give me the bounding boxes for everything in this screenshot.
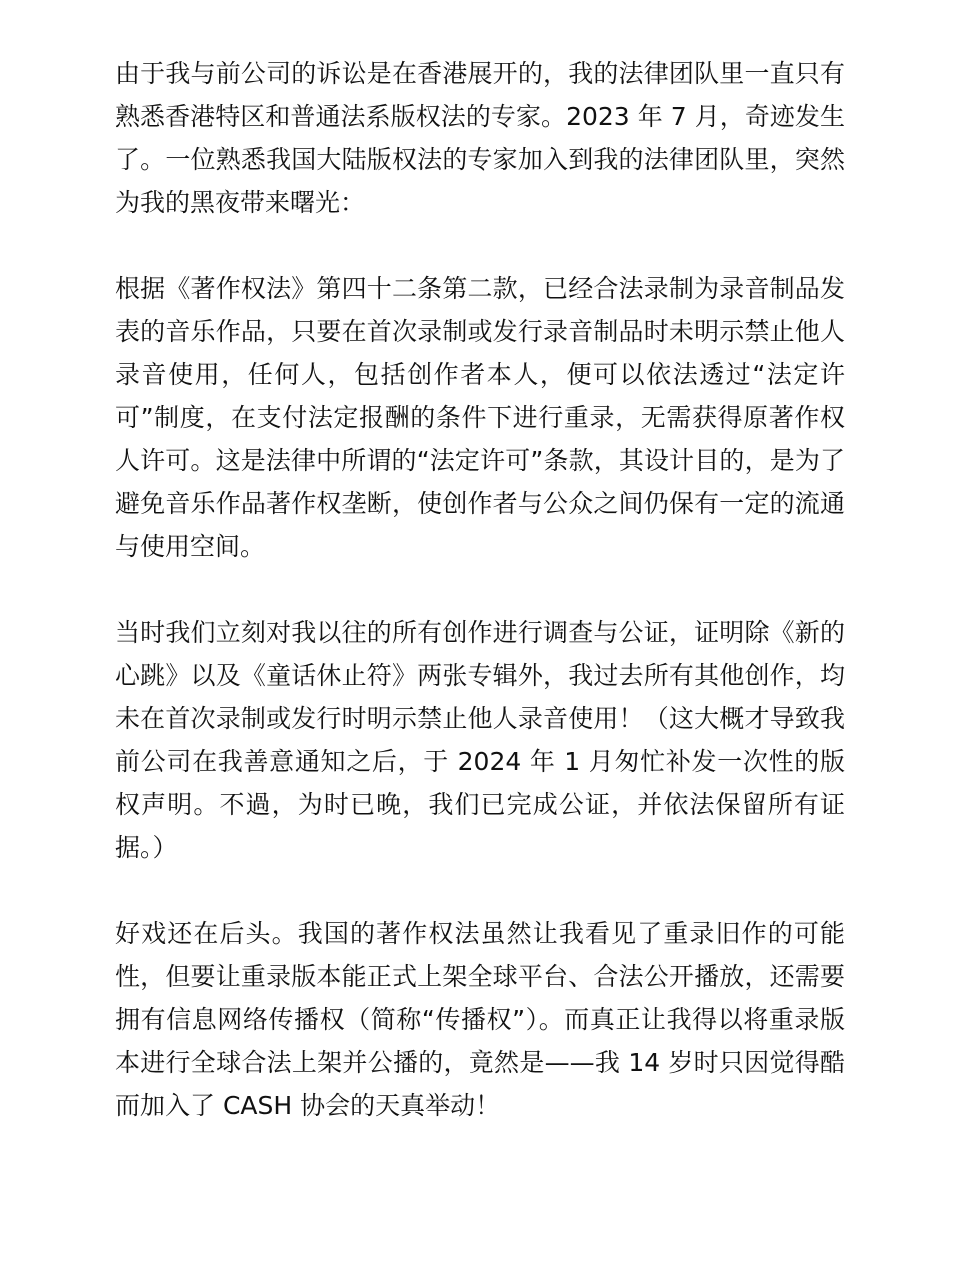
paragraph-statutory-license: 根据《著作权法》第四十二条第二款，已经合法录制为录音制品发表的音乐作品，只要在首次录制或发行录音制品时未明示禁止他人录音使用，任何人，包括创作者本人，便可以依法透过“法定许可”制度，在支付法定报酬的条件下进行重录，无需获得原著作权人许可。这是法律中所谓的“法定许可”条款，其设计目的，是为了避免音乐作品著作权垄断，使创作者与公众之间仍保有一定的流通与使用空间。 xyxy=(115,274,845,561)
paragraph-investigation-notarization: 当时我们立刻对我以往的所有创作进行调查与公证，证明除《新的心跳》以及《童话休止符》两张专辑外，我过去所有其他创作，均未在首次录制或发行时明示禁止他人录音使用！（这大概才导致我前公司在我善意通知之后，于 2024 年 1 月匆忙补发一次性的版权声明。不過，为时已晚，我们已完成公证，并依法保留所有证据。） xyxy=(115,618,845,862)
document-page xyxy=(115,52,845,1127)
paragraph-litigation-background: 由于我与前公司的诉讼是在香港展开的，我的法律团队里一直只有熟悉香港特区和普通法系版权法的专家。2023 年 7 月，奇迹发生了。一位熟悉我国大陆版权法的专家加入到我的法律团队里，突然为我的黑夜带来曙光： xyxy=(115,59,845,217)
paragraph-distribution-rights: 好戏还在后头。我国的著作权法虽然让我看见了重录旧作的可能性，但要让重录版本能正式上架全球平台、合法公开播放，还需要拥有信息网络传播权（简称“传播权”）。而真正让我得以将重录版本进行全球合法上架并公播的，竟然是——我 14 岁时只因觉得酷而加入了 CASH 协会的天真举动！ xyxy=(115,919,845,1120)
